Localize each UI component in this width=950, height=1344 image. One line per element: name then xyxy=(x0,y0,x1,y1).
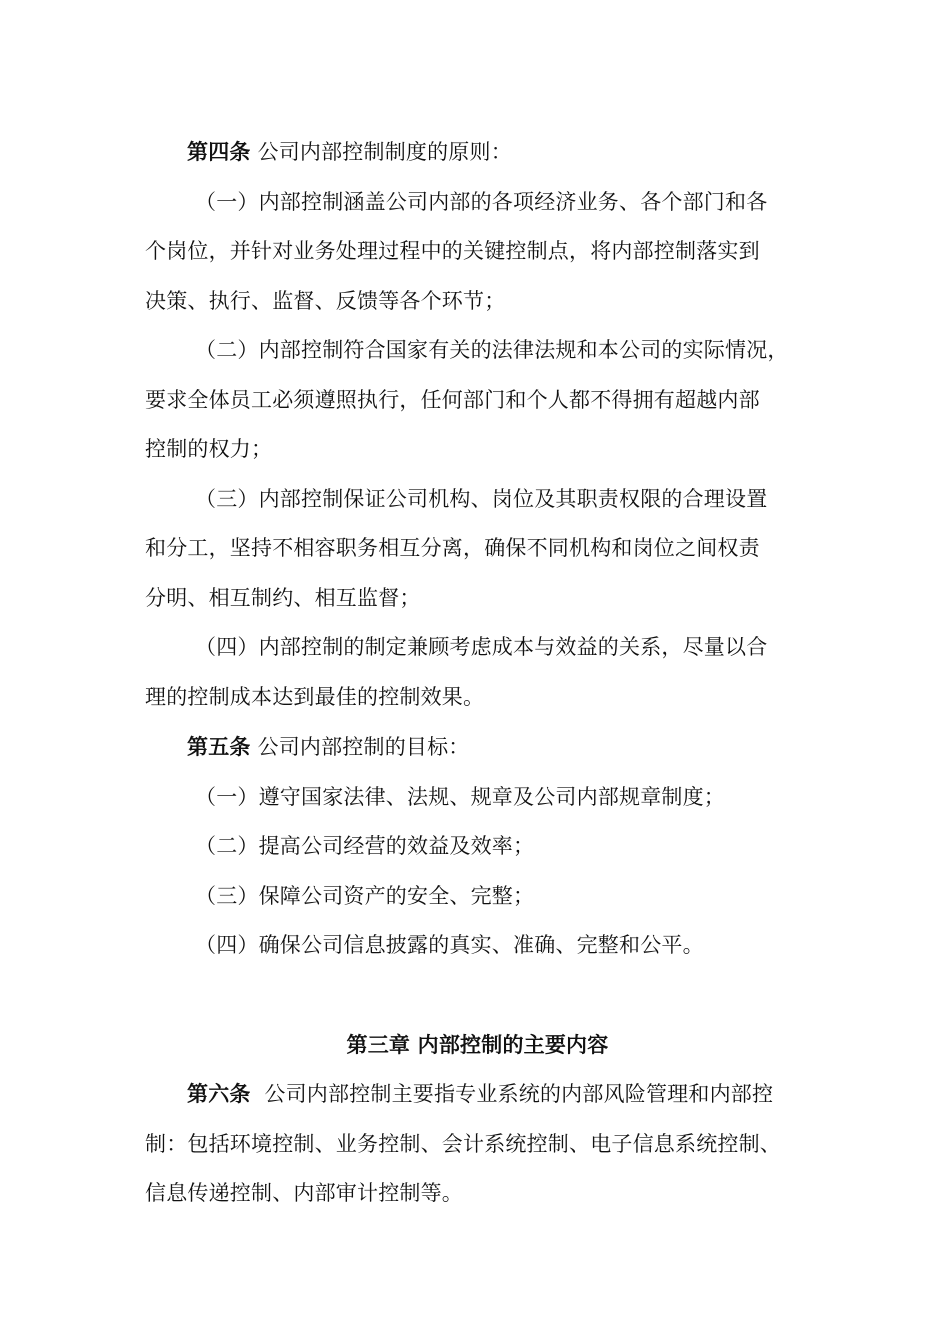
article-6-text-1: 公司内部控制主要指专业系统的内部风险管理和内部控 xyxy=(264,1082,774,1106)
article-4-heading: 第四条 xyxy=(187,139,251,164)
article-6-line-3: 信息传递控制、内部审计控制等。 xyxy=(145,1181,463,1205)
article-4-item-1-line-3: 决策、执行、监督、反馈等各个环节； xyxy=(145,288,506,313)
article-4-item-3-line-1: （三）内部控制保证公司机构、岗位及其职责权限的合理设置 xyxy=(195,486,768,511)
article-4-item-2-line-1: （二）内部控制符合国家有关的法律法规和本公司的实际情况， xyxy=(195,338,789,362)
article-5-heading: 第五条 xyxy=(187,734,251,759)
article-4-item-3-line-2: 和分工，坚持不相容职务相互分离，确保不同机构和岗位之间权责 xyxy=(145,536,760,560)
article-4-item-4-line-1: （四）内部控制的制定兼顾考虑成本与效益的关系，尽量以合 xyxy=(195,635,768,659)
article-6-line-2: 制：包括环境控制、业务控制、会计系统控制、电子信息系统控制、 xyxy=(145,1131,781,1156)
article-4-item-1-line-2: 个岗位，并针对业务处理过程中的关键控制点，将内部控制落实到 xyxy=(145,239,760,263)
article-4-item-4-line-2: 理的控制成本达到最佳的控制效果。 xyxy=(145,684,485,709)
article-4-heading-line xyxy=(145,127,810,178)
article-5-item-4: （四）确保公司信息披露的真实、准确、完整和公平。 xyxy=(195,933,704,957)
article-5-heading-line xyxy=(145,722,810,773)
article-5-item-2: （二）提高公司经营的效益及效率； xyxy=(195,834,535,858)
article-5-item-3: （三）保障公司资产的安全、完整； xyxy=(195,883,535,908)
article-4-intro: 公司内部控制制度的原则： xyxy=(257,140,512,164)
article-5-item-1: （一）遵守国家法律、法规、规章及公司内部规章制度； xyxy=(195,784,725,809)
document-page xyxy=(145,127,810,1219)
article-6-line-1 xyxy=(145,1069,810,1120)
article-5-intro: 公司内部控制的目标： xyxy=(257,735,470,759)
article-4-item-2-line-2: 要求全体员工必须遵照执行，任何部门和个人都不得拥有超越内部 xyxy=(145,387,760,412)
article-4-item-2-line-3: 控制的权力； xyxy=(145,437,273,461)
chapter-3-title: 第三章 内部控制的主要内容 xyxy=(346,1031,609,1057)
article-4-item-1-line-1: （一）内部控制涵盖公司内部的各项经济业务、各个部门和各 xyxy=(195,189,768,214)
article-6-heading: 第六条 xyxy=(187,1081,251,1106)
article-4-item-3-line-3: 分明、相互制约、相互监督； xyxy=(145,585,421,610)
